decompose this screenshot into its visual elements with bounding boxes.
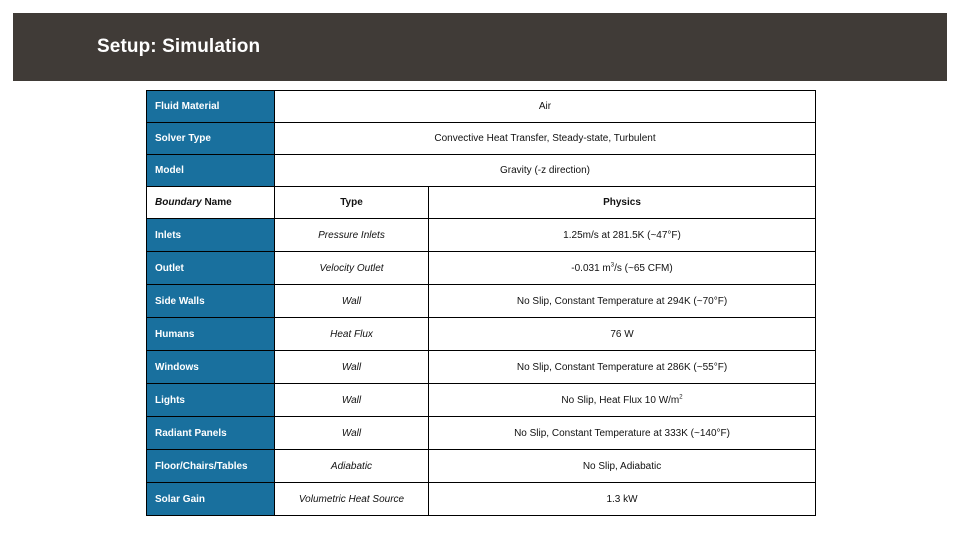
simulation-setup-table: [146, 90, 816, 516]
boundary-name: Floor/Chairs/Tables: [147, 450, 275, 483]
table-row: [147, 318, 816, 351]
boundary-physics: 76 W: [429, 318, 816, 351]
fluid-material-value: Air: [275, 91, 816, 123]
boundary-physics: 1.25m/s at 281.5K (~47°F): [429, 219, 816, 252]
solver-type-label: Solver Type: [147, 123, 275, 155]
boundary-name: Solar Gain: [147, 483, 275, 516]
physics-text: No Slip, Heat Flux 10 W/m: [561, 394, 680, 406]
boundary-physics: No Slip, Constant Temperature at 333K (~140°F): [429, 417, 816, 450]
boundary-type: Volumetric Heat Source: [275, 483, 429, 516]
boundary-type: Velocity Outlet: [275, 252, 429, 285]
boundary-type: Wall: [275, 384, 429, 417]
solver-type-value: Convective Heat Transfer, Steady-state, Turbulent: [275, 123, 816, 155]
boundary-physics: [429, 384, 816, 417]
table-row: [147, 219, 816, 252]
slide-header: [13, 13, 947, 81]
table-row: [147, 351, 816, 384]
boundary-type: Wall: [275, 417, 429, 450]
column-header-name-text: Name: [201, 197, 232, 208]
physics-superscript: 2: [679, 394, 683, 401]
boundary-type: Wall: [275, 285, 429, 318]
boundary-physics: No Slip, Constant Temperature at 286K (~55°F): [429, 351, 816, 384]
boundary-physics: 1.3 kW: [429, 483, 816, 516]
fluid-material-label: Fluid Material: [147, 91, 275, 123]
table-row-solver-type: [147, 123, 816, 155]
boundary-type: Heat Flux: [275, 318, 429, 351]
boundary-physics: [429, 252, 816, 285]
column-header-boundary-name: [147, 187, 275, 219]
boundary-name: Outlet: [147, 252, 275, 285]
physics-text: -0.031 m: [571, 262, 611, 274]
table-row: [147, 384, 816, 417]
table-row: [147, 483, 816, 516]
table-row: [147, 450, 816, 483]
boundary-name: Humans: [147, 318, 275, 351]
physics-text-suffix: /s (~65 CFM): [614, 262, 673, 274]
table-row-fluid-material: [147, 91, 816, 123]
table-row-model: [147, 155, 816, 187]
table-row: [147, 417, 816, 450]
model-label: Model: [147, 155, 275, 187]
boundary-type: Adiabatic: [275, 450, 429, 483]
page-title: Setup: Simulation: [97, 36, 261, 57]
column-header-boundary-italic: Boundary: [155, 197, 202, 208]
boundary-type: Pressure Inlets: [275, 219, 429, 252]
column-header-physics: Physics: [429, 187, 816, 219]
boundary-name: Inlets: [147, 219, 275, 252]
boundary-name: Windows: [147, 351, 275, 384]
table-row: [147, 285, 816, 318]
boundary-name: Side Walls: [147, 285, 275, 318]
boundary-type: Wall: [275, 351, 429, 384]
model-value: Gravity (-z direction): [275, 155, 816, 187]
table-row: [147, 252, 816, 285]
boundary-name: Radiant Panels: [147, 417, 275, 450]
boundary-physics: No Slip, Constant Temperature at 294K (~70°F): [429, 285, 816, 318]
physics-superscript: 3: [610, 262, 615, 269]
boundary-name: Lights: [147, 384, 275, 417]
column-header-type: Type: [275, 187, 429, 219]
table-header-row: [147, 187, 816, 219]
boundary-physics: No Slip, Adiabatic: [429, 450, 816, 483]
